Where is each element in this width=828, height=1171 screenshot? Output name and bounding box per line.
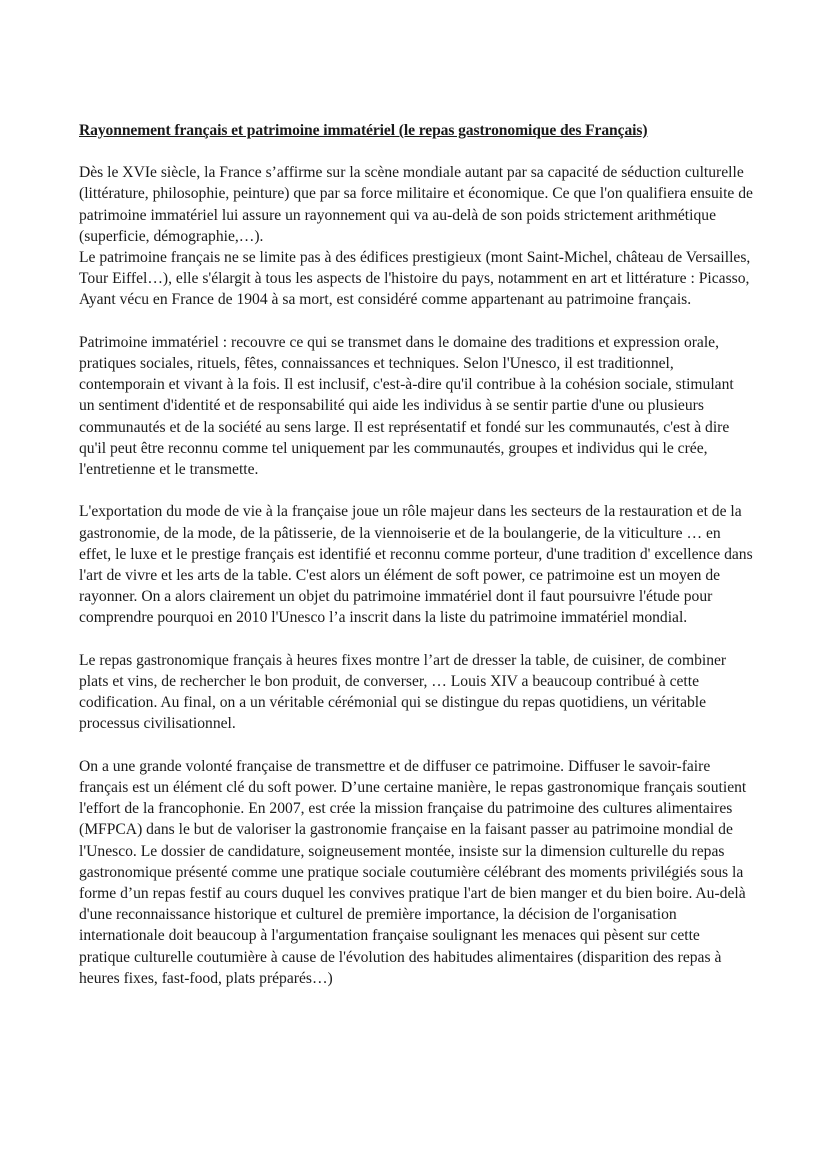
paragraph-repas: Le repas gastronomique français à heures fixes montre l’art de dresser la table, de cuisiner, de combiner plats et vins, de rechercher le bon produit, de converser, … Louis XIV a beaucoup contribué à cette codification. Au final, on a un véritable cérémonial qui se distingue du repas quotidiens, un véritable processus civilisationnel. [79,651,727,733]
paragraph-spacer [79,311,753,332]
paragraph-transmission: On a une grande volonté française de transmettre et de diffuser ce patrimoine. Diffuser le savoir-faire français est un élément clé du soft power. D’une certaine manière, le repas gastronomique français soutient l'effort de la francophonie. En 2007, est crée la mission française du patrimoine des cultures alimentaires (MFPCA) dans le but de valoriser la gastronomie française en la faisant passer au patrimoine mondial de l'Unesco. Le dossier de candidature, soigneusement montée, insiste sur la dimension culturelle du repas gastronomique présenté comme une pratique sociale coutumière célébrant des moments privilégiés sous la forme d’un repas festif au cours duquel les convives pratique l'art de bien manger et du bien boire. Au-delà d'une reconnaissance historique et culturel de première importance, la décision de l'organisation internationale doit beaucoup à l'argumentation française soulignant les menaces qui pèsent sur cette pratique culturelle coutumière à cause de l'évolution des habitudes alimentaires (disparition des repas à heures fixes, fast-food, plats préparés…) [79,757,747,987]
paragraph-spacer [79,480,753,501]
document-title: Rayonnement français et patrimoine immatériel (le repas gastronomique des Français) [79,122,648,139]
paragraph-intro: Dès le XVIe siècle, la France s’affirme sur la scène mondiale autant par sa capacité de séduction culturelle (littérature, philosophie, peinture) que par sa force militaire et économique. Ce que l'on qualifiera ensuite de patrimoine immatériel lui assure un rayonnement qui va au-delà de son poids strictement arithmétique (superficie, démographie,…). [79,164,753,245]
paragraph-spacer [79,629,753,650]
paragraph-spacer [79,735,753,756]
document-body [79,120,753,989]
paragraph-patrimoine: Le patrimoine français ne se limite pas à des édifices prestigieux (mont Saint-Michel, château de Versailles, Tour Eiffel…), elle s'élargit à tous les aspects de l'histoire du pays, notamment en art et littérature : Picasso, Ayant vécu en France de 1904 à sa mort, est considéré comme appartenant au patrimoine français. [79,249,751,309]
paragraph-immateriel: Patrimoine immatériel : recouvre ce qui se transmet dans le domaine des traditions et expression orale, pratiques sociales, rituels, fêtes, connaissances et techniques. Selon l'Unesco, il est traditionnel, contemporain et vivant à la fois. Il est inclusif, c'est-à-dire qu'il contribue à la cohésion sociale, stimulant un sentiment d'identité et de responsabilité qui aide les individus à se sentir partie d'une ou plusieurs communautés et de la société au sens large. Il est représentatif et fondé sur les communautés, c'est à dire qu'il peut être reconnu comme tel uniquement par les communautés, groupes et individus qui le crée, l'entretienne et le transmette. [79,333,734,479]
paragraph-exportation: L'exportation du mode de vie à la française joue un rôle majeur dans les secteurs de la restauration et de la gastronomie, de la mode, de la pâtisserie, de la viennoiserie et de la boulangerie, de la viticulture … en effet, le luxe et le prestige français est identifié et reconnu comme porteur, d'une tradition d' excellence dans l'art de vivre et les arts de la table. C'est alors un élément de soft power, ce patrimoine est un moyen de rayonner. On a alors clairement un objet du patrimoine immatériel dont il faut poursuivre l'étude pour comprendre pourquoi en 2010 l'Unesco l’a inscrit dans la liste du patrimoine immatériel mondial. [79,503,753,627]
